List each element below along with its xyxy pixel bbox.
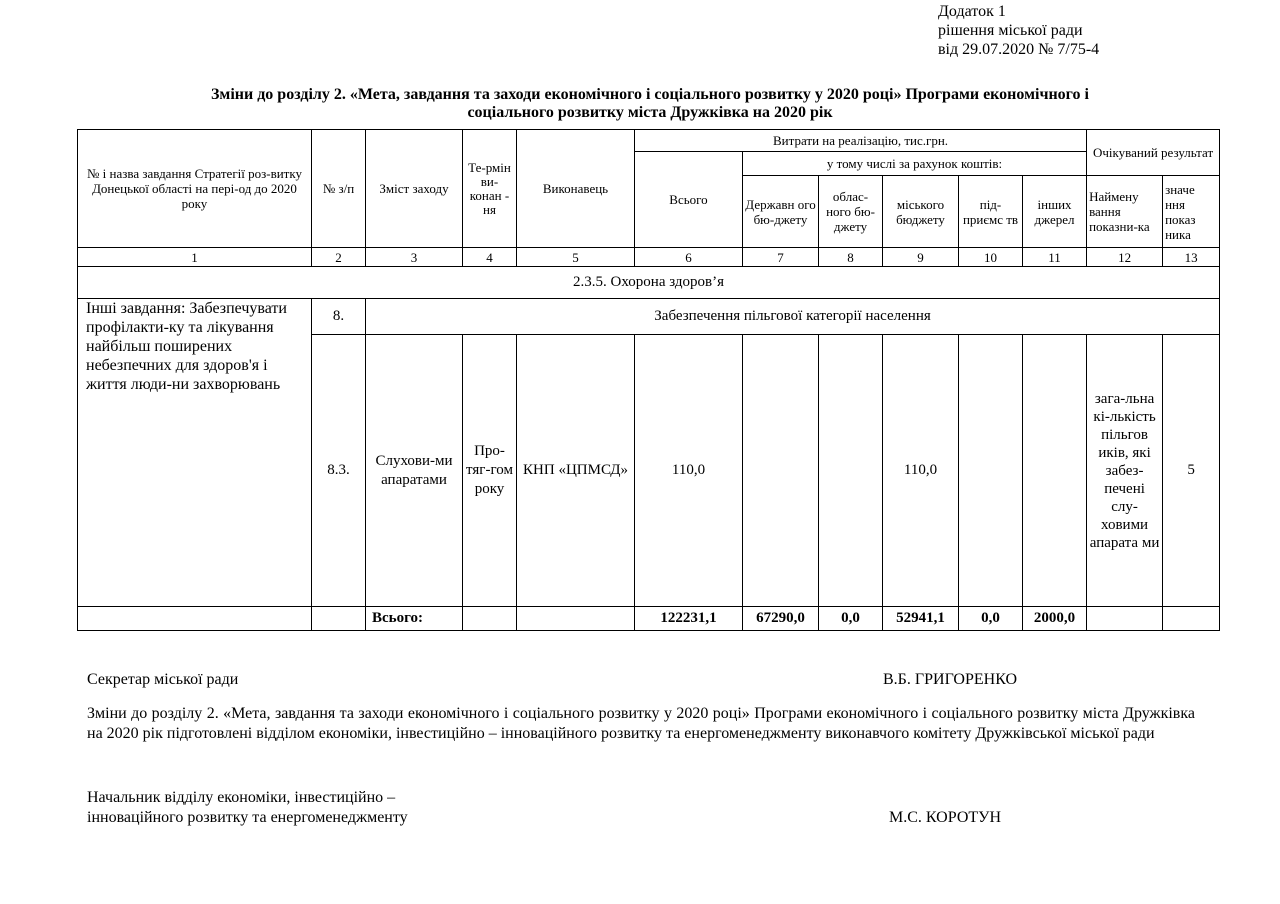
- col-number: 11: [1023, 248, 1087, 267]
- totals-city: 52941,1: [883, 607, 959, 631]
- col-number: 2: [312, 248, 366, 267]
- col-number: 1: [78, 248, 312, 267]
- totals-empty: [1087, 607, 1163, 631]
- totals-state: 67290,0: [743, 607, 819, 631]
- col-number: 9: [883, 248, 959, 267]
- header-executor: Виконавець: [517, 130, 635, 248]
- totals-empty: [312, 607, 366, 631]
- totals-empty: [517, 607, 635, 631]
- header-regional-budget: облас-ного бю-джету: [819, 176, 883, 248]
- col-number: 6: [635, 248, 743, 267]
- header-content: Зміст заходу: [366, 130, 463, 248]
- col-number: 8: [819, 248, 883, 267]
- totals-empty: [1163, 607, 1220, 631]
- header-other-sources: інших джерел: [1023, 176, 1087, 248]
- totals-total: 122231,1: [635, 607, 743, 631]
- col-number: 12: [1087, 248, 1163, 267]
- row-83-total: 110,0: [635, 335, 743, 607]
- row-83-term: Про-тяг-гом року: [463, 335, 517, 607]
- header-city-budget: міського бюджету: [883, 176, 959, 248]
- prepared-by-paragraph: Зміни до розділу 2. «Мета, завдання та заходи економічного і соціального розвитку у 2020 році» Програми економічного і соціального розвитку міста Дружківка на 2020 рік підготовлені відділом економіки, інвестиційно – інноваційного розвитку та енергоменеджменту виконавчого комітету Дружківської міської ради: [87, 705, 1195, 742]
- header-costs: Витрати на реалізацію, тис.грн.: [635, 130, 1087, 152]
- row-83-other: [1023, 335, 1087, 607]
- row-83-num: 8.3.: [312, 335, 366, 607]
- totals-label: Всього:: [366, 607, 463, 631]
- row-83-enterprise: [959, 335, 1023, 607]
- row-83-executor: КНП «ЦПМСД»: [517, 335, 635, 607]
- header-state-budget: Державн ого бю-джету: [743, 176, 819, 248]
- row-83-city: 110,0: [883, 335, 959, 607]
- row-83-content: Слухови-ми апаратами: [366, 335, 463, 607]
- section-title: 2.3.5. Охорона здоров’я: [78, 267, 1220, 299]
- secretary-title: Секретар міської ради: [87, 671, 239, 688]
- document-title: [80, 86, 1220, 122]
- appendix-line-2: рішення міської ради: [938, 22, 1083, 39]
- col-number: 10: [959, 248, 1023, 267]
- appendix-line-3: від 29.07.2020 № 7/75-4: [938, 41, 1100, 58]
- head-title-line-1: Начальник відділу економіки, інвестиційно –: [87, 789, 396, 806]
- header-expected: Очікуваний результат: [1087, 130, 1220, 176]
- header-including: у тому числі за рахунок коштів:: [743, 152, 1087, 176]
- row-8-num: 8.: [312, 299, 366, 335]
- header-enterprises: під-приємс тв: [959, 176, 1023, 248]
- program-table: [77, 129, 1220, 631]
- col-number: 5: [517, 248, 635, 267]
- totals-regional: 0,0: [819, 607, 883, 631]
- totals-other: 2000,0: [1023, 607, 1087, 631]
- row-83-regional: [819, 335, 883, 607]
- task-description: Інші завдання: Забезпечувати профілакти-ку та лікування найбільш поширених небезпечних для здоров'я і життя люди-ни захворювань: [78, 299, 312, 607]
- appendix-block: [938, 2, 1099, 59]
- row-8-title: Забезпечення пільгової категорії населення: [366, 299, 1220, 335]
- header-num: № з/п: [312, 130, 366, 248]
- header-indicator-name: Наймену вання показни-ка: [1087, 176, 1163, 248]
- head-name: М.С. КОРОТУН: [889, 809, 1002, 826]
- row-83-state: [743, 335, 819, 607]
- head-title-line-2: інноваційного розвитку та енергоменеджменту: [87, 809, 408, 826]
- col-number: 7: [743, 248, 819, 267]
- title-line-2: соціального розвитку міста Дружківка на 2020 рік: [467, 104, 833, 121]
- title-line-1: Зміни до розділу 2. «Мета, завдання та заходи економічного і соціального розвитку у 2020 році» Програми економічного і: [210, 86, 1089, 103]
- row-83-indicator-name: зага-льна кі-лькість пільгов иків, які забез-печені слу-ховими апарата ми: [1087, 335, 1163, 607]
- header-total: Всього: [635, 152, 743, 248]
- appendix-line-1: Додаток 1: [938, 3, 1006, 20]
- totals-empty: [463, 607, 517, 631]
- header-indicator-value: значе ння показ ника: [1163, 176, 1220, 248]
- row-83-indicator-value: 5: [1163, 335, 1220, 607]
- totals-empty: [78, 607, 312, 631]
- header-task: № і назва завдання Стратегії роз-витку Донецької області на пері-од до 2020 року: [78, 130, 312, 248]
- header-term: Те-рмін ви-конан - ня: [463, 130, 517, 248]
- secretary-name: В.Б. ГРИГОРЕНКО: [883, 671, 1018, 688]
- col-number: 3: [366, 248, 463, 267]
- col-number: 13: [1163, 248, 1220, 267]
- col-number: 4: [463, 248, 517, 267]
- totals-enterprise: 0,0: [959, 607, 1023, 631]
